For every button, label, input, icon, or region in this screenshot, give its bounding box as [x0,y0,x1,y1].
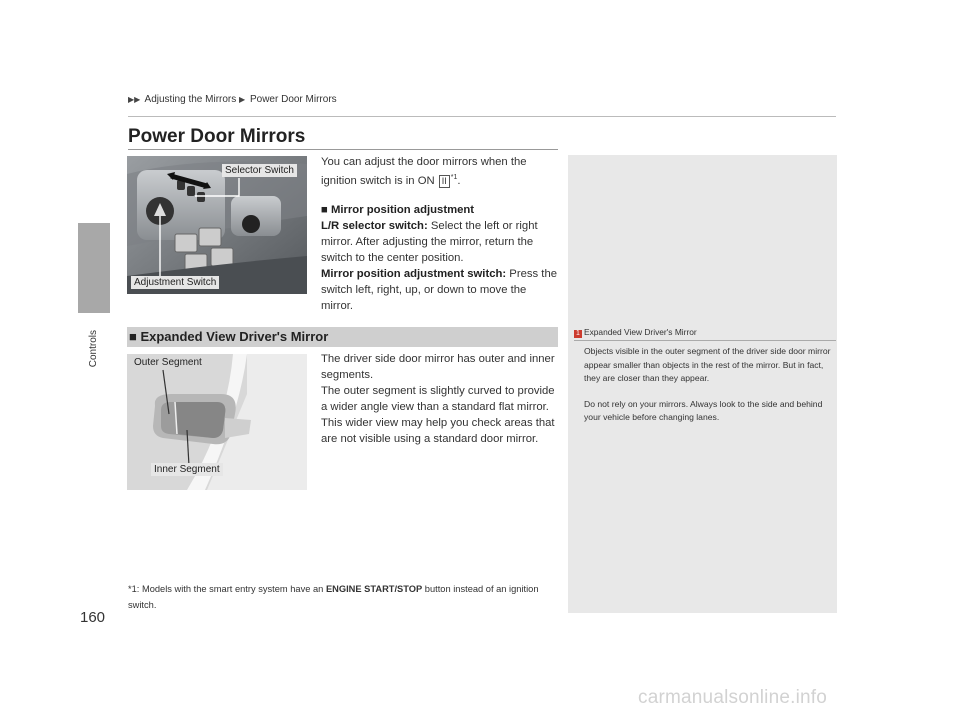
note-divider [574,340,836,341]
header-divider [128,116,836,117]
note-paragraph-2: Do not rely on your mirrors. Always look to the side and behind your vehicle before changing lanes. [584,398,823,423]
callout-selector-switch: Selector Switch [222,164,297,177]
intro-text: You can adjust the door mirrors when the ignition switch is in ON II $^{*1}$. [321,156,527,187]
note-heading: 1 Expanded View Driver's Mirror [574,327,697,338]
expanded-view-text [321,351,559,447]
breadcrumb-item-power-door-mirrors[interactable]: Power Door Mirrors [249,94,337,105]
mirror-position-heading: ■ Mirror position adjustment [321,204,475,216]
breadcrumb [128,94,337,105]
page-title: Power Door Mirrors [128,126,306,147]
callout-inner-segment: Inner Segment [151,463,223,476]
chevron-right-icon: ▶▶ [128,95,141,104]
ignition-position-key: II [439,175,450,188]
reference-icon: 1 [574,330,582,338]
watermark: carmanualsonline.info [638,687,828,708]
callout-adjustment-switch: Adjustment Switch [131,276,219,289]
note-paragraph-1: Objects visible in the outer segment of the driver side door mirror appear smaller than objects in the rest of the mirror. But in fact, they are closer than they appear. [584,346,831,384]
footnote: *1: Models with the smart entry system have an ENGINE START/STOP button instead of an ignition switch. [128,584,539,610]
breadcrumb-item-adjusting-mirrors[interactable]: Adjusting the Mirrors [144,94,237,105]
adjustment-switch-description: Mirror position adjustment switch: Press the switch left, right, up, or down to move the mirror. [321,268,558,312]
page-number: 160 [80,609,106,626]
chevron-right-icon: ▶ [239,95,246,104]
callout-outer-segment: Outer Segment [134,357,202,368]
expanded-view-paragraph-2: The outer segment is slightly curved to provide a wider angle view than a standard flat mirror. This wider view may help you check areas that are not visible using a standard door mirror. [321,385,555,445]
title-divider [128,149,558,150]
section-heading-bar: ■ Expanded View Driver's Mirror [127,327,558,347]
lr-selector-description: L/R selector switch: Select the left or right mirror. After adjusting the mirror, return the switch to the center position. [321,220,538,264]
side-tab-label: Controls [88,330,99,368]
note-body [584,345,832,437]
side-tab [78,223,110,313]
expanded-view-paragraph-1: The driver side door mirror has outer and inner segments. [321,353,555,381]
mirror-position-section [321,202,559,314]
